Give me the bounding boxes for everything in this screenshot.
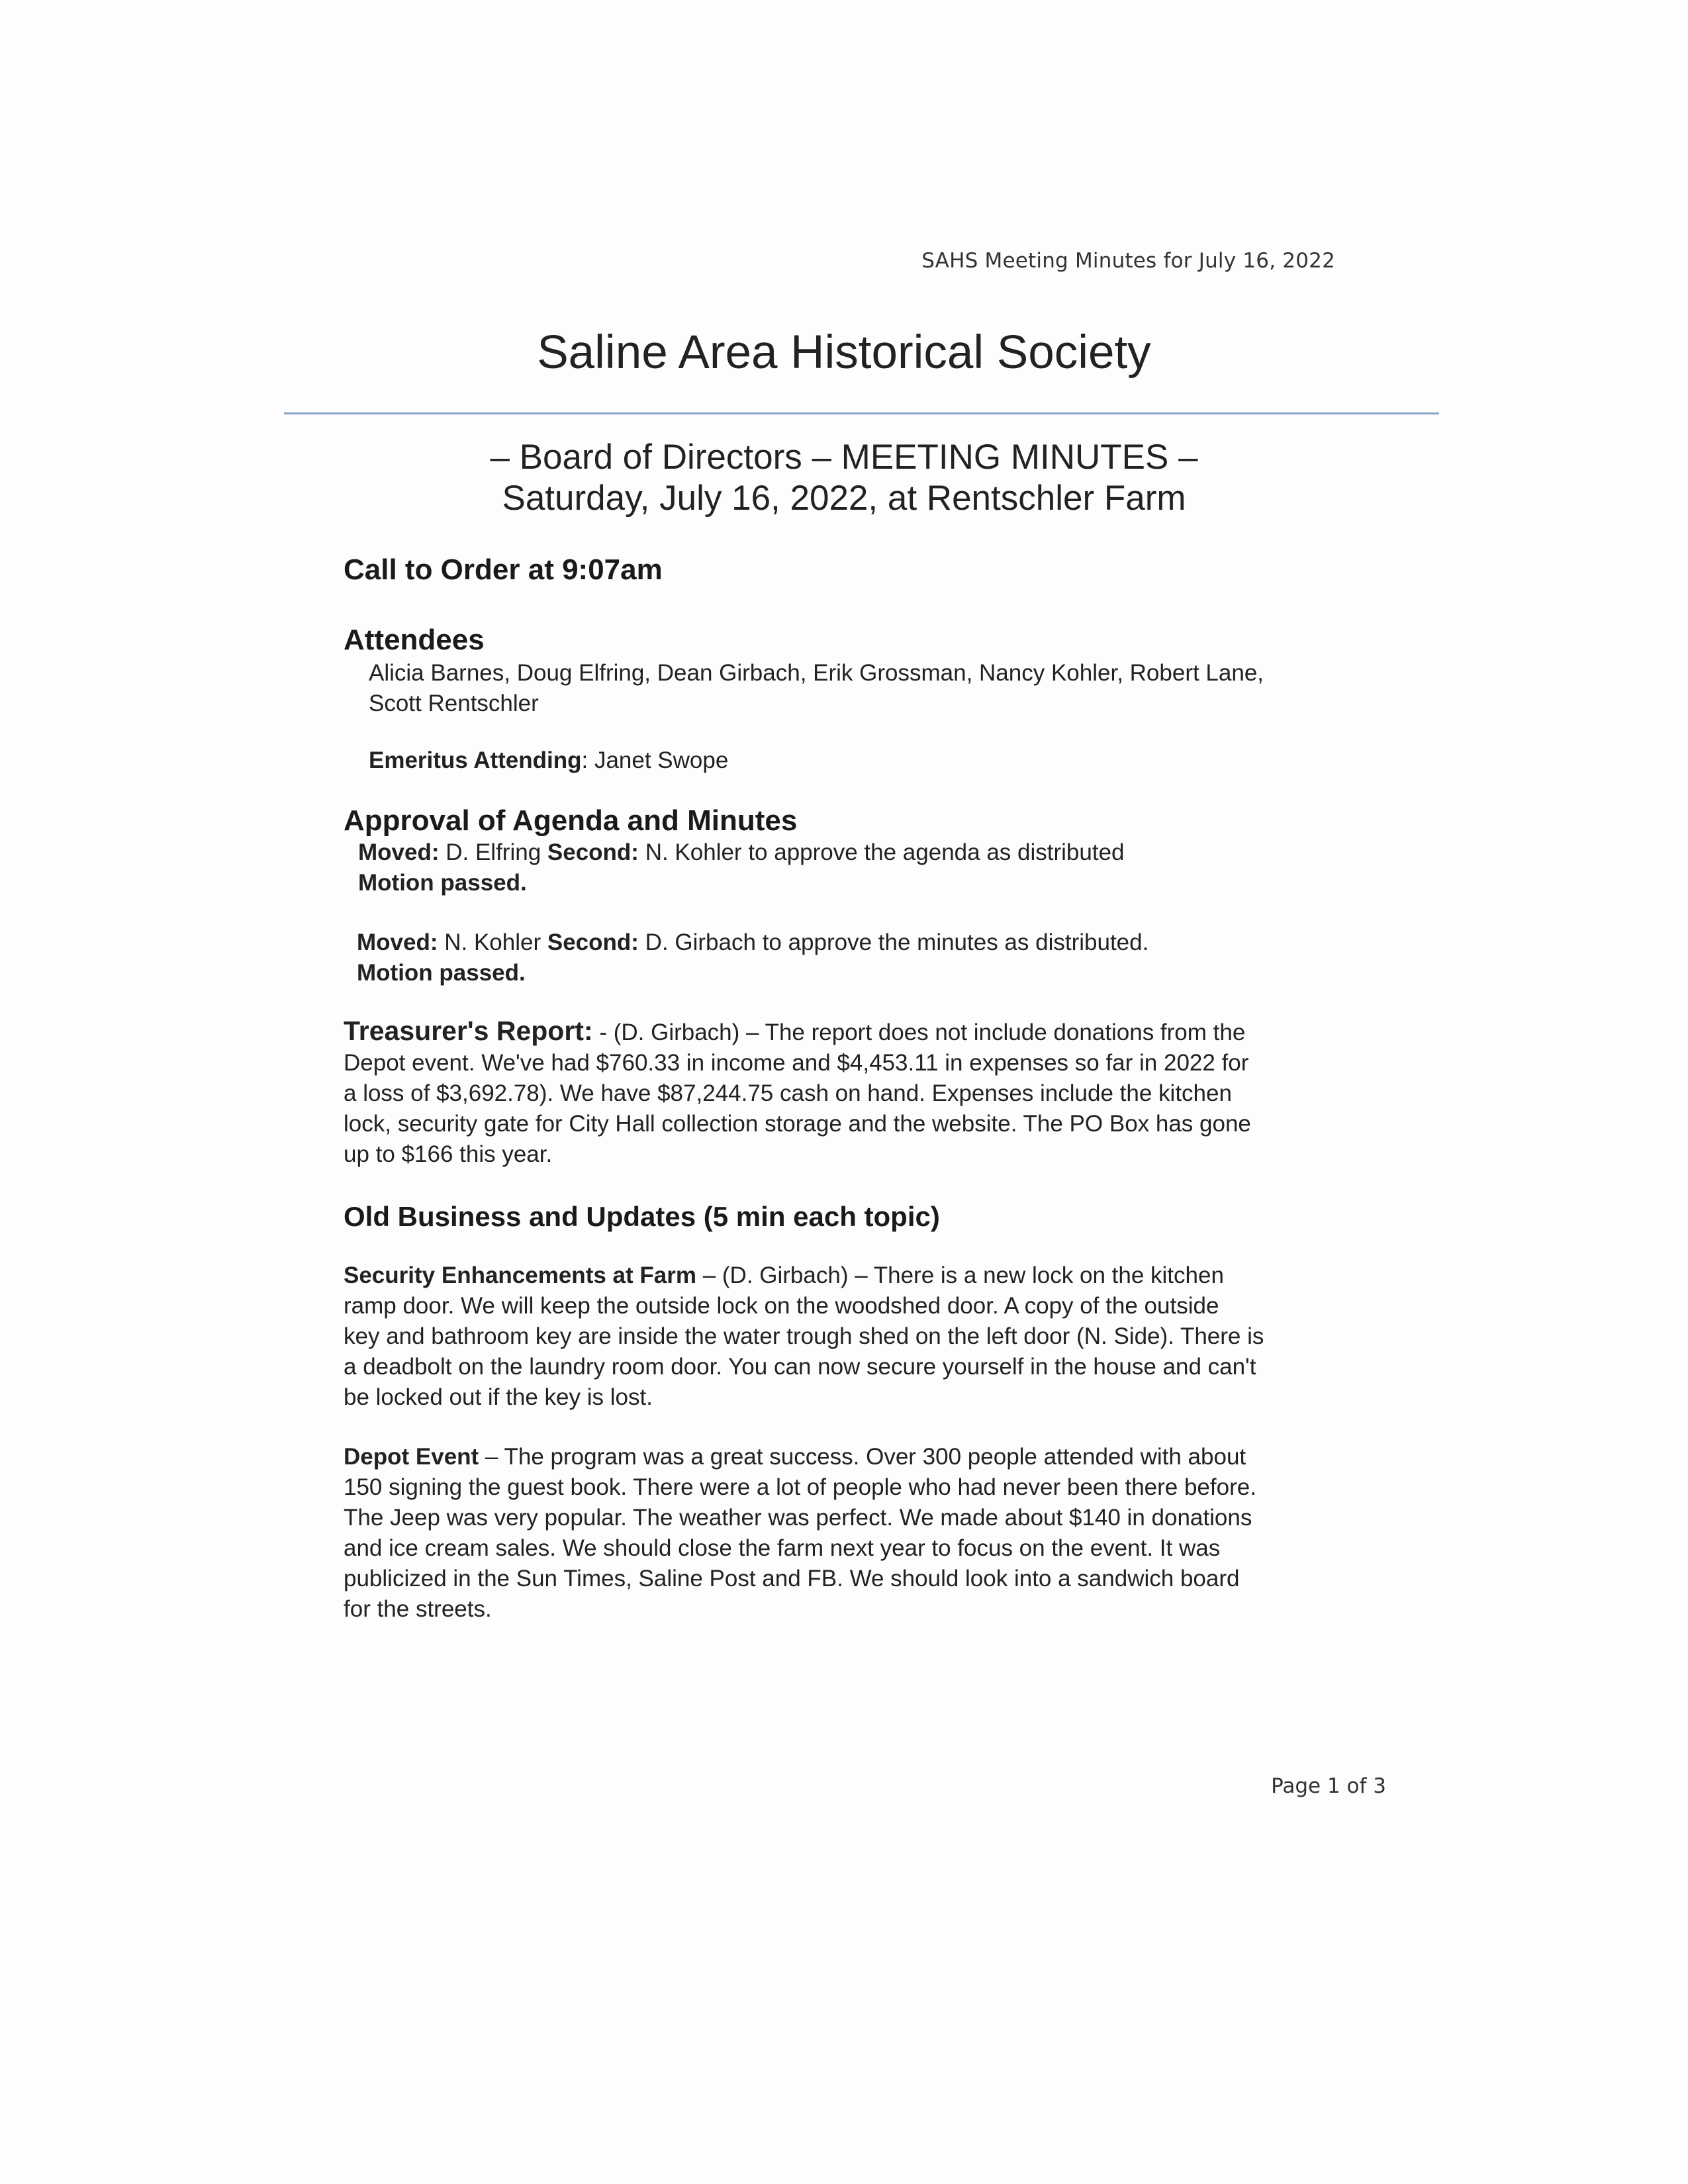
title-divider [284, 412, 1439, 414]
motion-1-second-label: Second: [547, 839, 639, 865]
depot-label: Depot Event [344, 1444, 479, 1470]
attendees-list [369, 658, 1383, 719]
call-to-order-section [344, 553, 1383, 587]
meeting-subtitle [0, 437, 1688, 519]
motion-2-moved-name: N. Kohler [438, 929, 547, 955]
depot-line-4: and ice cream sales. We should close the farm next year to focus on the event. It was [344, 1535, 1221, 1561]
security-text-1: – (D. Girbach) – There is a new lock on the kitchen [696, 1262, 1224, 1288]
motion-2 [357, 927, 1383, 988]
attendees-line-1: Alicia Barnes, Doug Elfring, Dean Girbach, Erik Grossman, Nancy Kohler, Robert Lane, [369, 660, 1264, 686]
depot-line-1 [344, 1442, 1383, 1472]
depot-line-2: 150 signing the guest book. There were a lot of people who had never been there before. [344, 1474, 1256, 1500]
depot-event [344, 1442, 1383, 1625]
subtitle-line-2: Saturday, July 16, 2022, at Rentschler Farm [502, 479, 1186, 518]
security-line-5: be locked out if the key is lost. [344, 1384, 653, 1410]
security-enhancements [344, 1260, 1383, 1413]
motion-1-second-text: N. Kohler to approve the agenda as distributed [638, 839, 1125, 865]
treasurer-line-5: up to $166 this year. [344, 1141, 553, 1167]
emeritus-names: Janet Swope [588, 747, 729, 773]
emeritus-line [369, 745, 1383, 776]
motion-2-line [357, 927, 1383, 958]
old-business-heading: Old Business and Updates (5 min each topic) [344, 1201, 940, 1232]
approval-section [344, 804, 1383, 988]
security-label: Security Enhancements at Farm [344, 1262, 696, 1288]
motion-1-moved-label: Moved: [358, 839, 440, 865]
motion-1-moved-name: D. Elfring [439, 839, 547, 865]
depot-line-5: publicized in the Sun Times, Saline Post and FB. We should look into a sandwich board [344, 1566, 1240, 1591]
attendees-heading: Attendees [344, 624, 485, 656]
organization-title: Saline Area Historical Society [537, 326, 1151, 379]
motion-1 [358, 837, 1383, 898]
depot-line-3: The Jeep was very popular. The weather was perfect. We made about $140 in donations [344, 1505, 1252, 1531]
attendees-line-2: Scott Rentschler [369, 690, 539, 716]
subtitle-line-1: – Board of Directors – MEETING MINUTES – [490, 438, 1198, 477]
treasurer-line-3: a loss of $3,692.78). We have $87,244.75 cash on hand. Expenses include the kitchen [344, 1080, 1232, 1106]
security-line-1 [344, 1260, 1383, 1291]
motion-2-moved-label: Moved: [357, 929, 438, 955]
security-line-3: key and bathroom key are inside the water trough shed on the left door (N. Side). There is [344, 1323, 1264, 1349]
motion-1-line [358, 837, 1383, 868]
old-business-section [344, 1201, 1383, 1625]
depot-line-6: for the streets. [344, 1596, 492, 1622]
call-to-order-heading: Call to Order at 9:07am [344, 553, 663, 586]
emeritus-label: Emeritus Attending [369, 747, 582, 773]
approval-heading: Approval of Agenda and Minutes [344, 804, 798, 837]
attendees-section [344, 624, 1383, 776]
treasurer-text-1: - (D. Girbach) – The report does not include donations from the [592, 1020, 1246, 1045]
page-number: Page 1 of 3 [1271, 1774, 1386, 1798]
security-line-2: ramp door. We will keep the outside lock on the woodshed door. A copy of the outside [344, 1293, 1219, 1319]
treasurer-line-4: lock, security gate for City Hall collection storage and the website. The PO Box has gone [344, 1111, 1251, 1137]
treasurer-line-2: Depot event. We've had $760.33 in income and $4,453.11 in expenses so far in 2022 for [344, 1050, 1249, 1076]
security-line-4: a deadbolt on the laundry room door. You can now secure yourself in the house and can't [344, 1354, 1256, 1380]
motion-1-result: Motion passed. [358, 870, 527, 896]
treasurer-section [344, 1016, 1383, 1170]
motion-2-second-label: Second: [547, 929, 639, 955]
running-header: SAHS Meeting Minutes for July 16, 2022 [921, 249, 1335, 273]
emeritus-separator: : [581, 747, 588, 773]
depot-text-1: – The program was a great success. Over 300 people attended with about [479, 1444, 1246, 1470]
motion-2-second-text: D. Girbach to approve the minutes as distributed. [638, 929, 1149, 955]
motion-2-result: Motion passed. [357, 960, 526, 986]
treasurer-label: Treasurer's Report: [344, 1016, 593, 1046]
treasurer-line-1 [344, 1016, 1383, 1048]
